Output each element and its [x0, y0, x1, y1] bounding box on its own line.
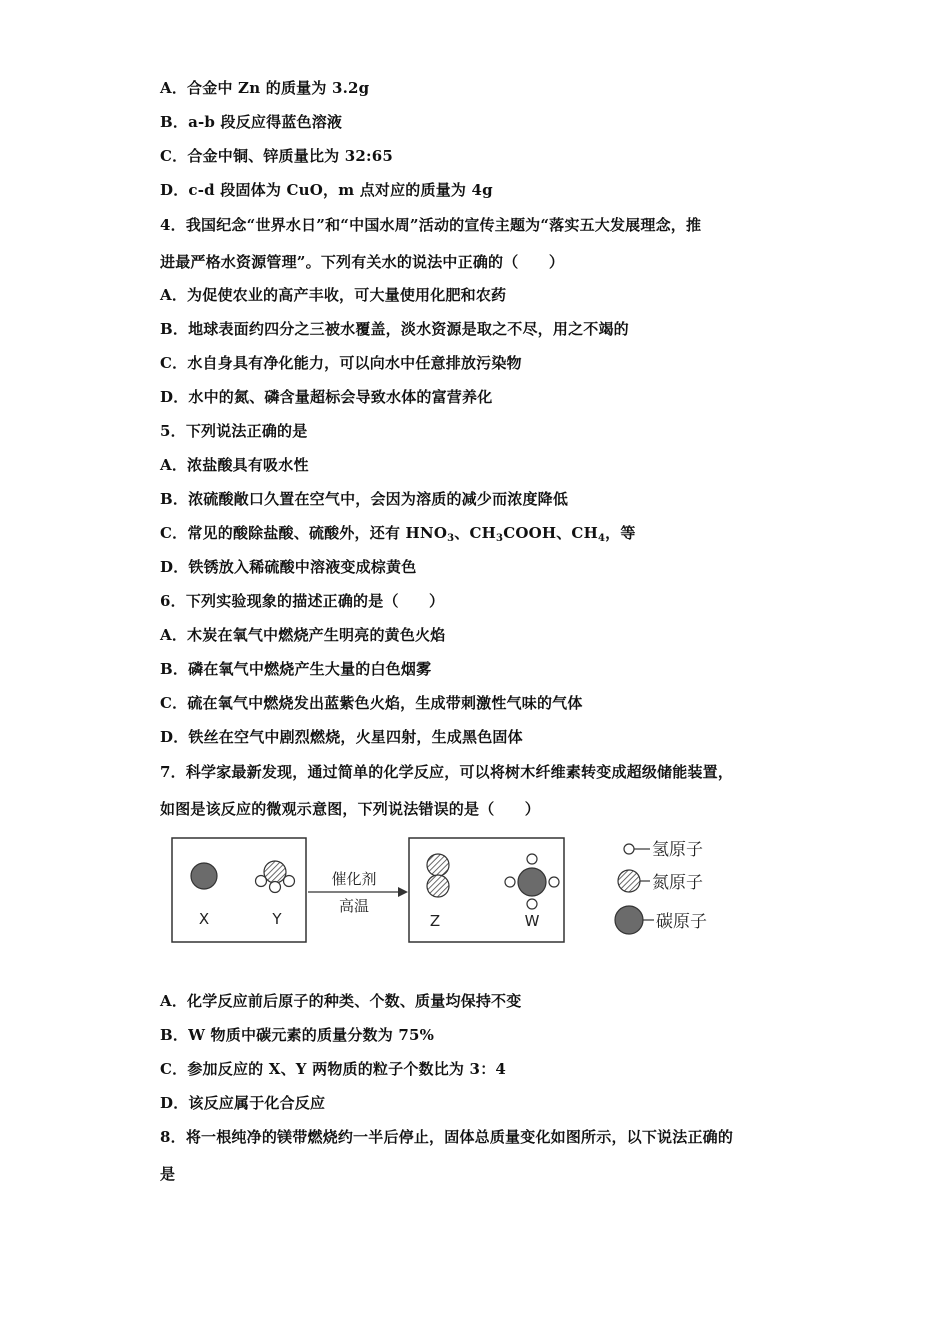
w-hydrogen-atom [527, 854, 537, 864]
legend-nitrogen-icon [618, 870, 640, 892]
y-hydrogen-atom [284, 876, 295, 887]
q4-option-d: D．水中的氮、磷含量超标会导致水体的富营养化 [160, 388, 493, 406]
q7-option-c: C．参加反应的 X、Y 两物质的粒子个数比为 3：4 [160, 1060, 507, 1078]
legend-carbon-icon [615, 906, 643, 934]
q7-stem-line1: 7．科学家最新发现，通过简单的化学反应，可以将树木纤维素转变成超级储能装置， [160, 763, 734, 781]
q5-stem: 5．下列说法正确的是 [160, 422, 308, 440]
condition-catalyst: 催化剂 [331, 870, 377, 888]
q3-option-c: C．合金中铜、锌质量比为 32:65 [160, 147, 394, 165]
q5-option-c [160, 522, 636, 544]
w-hydrogen-atom [505, 877, 515, 887]
q5-c-mid2: COOH、CH [503, 524, 598, 542]
q4-stem-line2: 进最严格水资源管理”。下列有关水的说法中正确的（ ） [160, 253, 565, 271]
x-carbon-atom [191, 863, 217, 889]
q7-stem-line2: 如图是该反应的微观示意图，下列说法错误的是（ ） [160, 800, 541, 818]
q5-c-prefix: C．常见的酸除盐酸、硫酸外，还有 HNO [160, 524, 448, 542]
z-nitrogen-atom [427, 875, 449, 897]
y-nitrogen-atom [264, 861, 286, 883]
legend-nitrogen-label: 氮原子 [652, 873, 703, 893]
q6-stem: 6．下列实验现象的描述正确的是（ ） [160, 592, 445, 610]
q6-option-b: B．磷在氧气中燃烧产生大量的白色烟雾 [160, 660, 432, 678]
legend-hydrogen-icon [624, 844, 634, 854]
reaction-diagram [168, 832, 728, 950]
q3-option-a: A．合金中 Zn 的质量为 3.2g [160, 79, 370, 97]
label-w: W [524, 912, 540, 930]
q5-option-b: B．浓硫酸敞口久置在空气中，会因为溶质的减少而浓度降低 [160, 490, 569, 508]
label-y: Y [272, 910, 282, 928]
arrowhead [398, 887, 408, 897]
w-molecule [505, 854, 559, 909]
q6-option-d: D．铁丝在空气中剧烈燃烧，火星四射，生成黑色固体 [160, 728, 523, 746]
q6-option-a: A．木炭在氧气中燃烧产生明亮的黄色火焰 [160, 626, 446, 644]
reactants-box [172, 838, 306, 942]
label-z: Z [429, 912, 441, 930]
label-x: X [198, 910, 210, 928]
q5-c-sub3: 4 [597, 533, 606, 544]
w-carbon-atom [518, 868, 546, 896]
q5-c-sub1: 3 [447, 533, 455, 544]
q4-option-c: C．水自身具有净化能力，可以向水中任意排放污染物 [160, 354, 522, 372]
q5-c-suffix: ，等 [605, 524, 636, 542]
q5-c-mid1: 、CH [454, 524, 497, 542]
w-hydrogen-atom [527, 899, 537, 909]
legend-carbon-label: 碳原子 [656, 912, 707, 932]
condition-temperature: 高温 [338, 897, 370, 915]
y-hydrogen-atom [270, 882, 281, 893]
legend [615, 840, 707, 934]
q4-option-a: A．为促使农业的高产丰收，可大量使用化肥和农药 [160, 286, 507, 304]
q5-option-d: D．铁锈放入稀硫酸中溶液变成棕黄色 [160, 558, 417, 576]
q4-option-b: B．地球表面约四分之三被水覆盖，淡水资源是取之不尽，用之不竭的 [160, 320, 629, 338]
q3-option-d: D．c-d 段固体为 CuO，m 点对应的质量为 4g [160, 181, 493, 199]
q6-option-c: C．硫在氧气中燃烧发出蓝紫色火焰，生成带刺激性气味的气体 [160, 694, 583, 712]
q5-c-sub2: 3 [496, 533, 504, 544]
z-nitrogen-atom [427, 854, 449, 876]
y-molecule [256, 861, 295, 893]
z-molecule [427, 854, 449, 897]
q4-stem-line1: 4．我国纪念“世界水日”和“中国水周”活动的宣传主题为“落实五大发展理念，推 [160, 216, 702, 234]
w-hydrogen-atom [549, 877, 559, 887]
q3-option-b: B．a-b 段反应得蓝色溶液 [160, 113, 343, 131]
q8-stem-line2: 是 [160, 1165, 176, 1183]
q7-option-a: A．化学反应前后原子的种类、个数、质量均保持不变 [160, 992, 522, 1010]
y-hydrogen-atom [256, 876, 267, 887]
q5-option-a: A．浓盐酸具有吸水性 [160, 456, 309, 474]
q7-option-d: D．该反应属于化合反应 [160, 1094, 326, 1112]
q8-stem-line1: 8．将一根纯净的镁带燃烧约一半后停止，固体总质量变化如图所示，以下说法正确的 [160, 1128, 734, 1146]
q7-option-b: B．W 物质中碳元素的质量分数为 75% [160, 1026, 435, 1044]
legend-hydrogen-label: 氢原子 [652, 840, 703, 860]
